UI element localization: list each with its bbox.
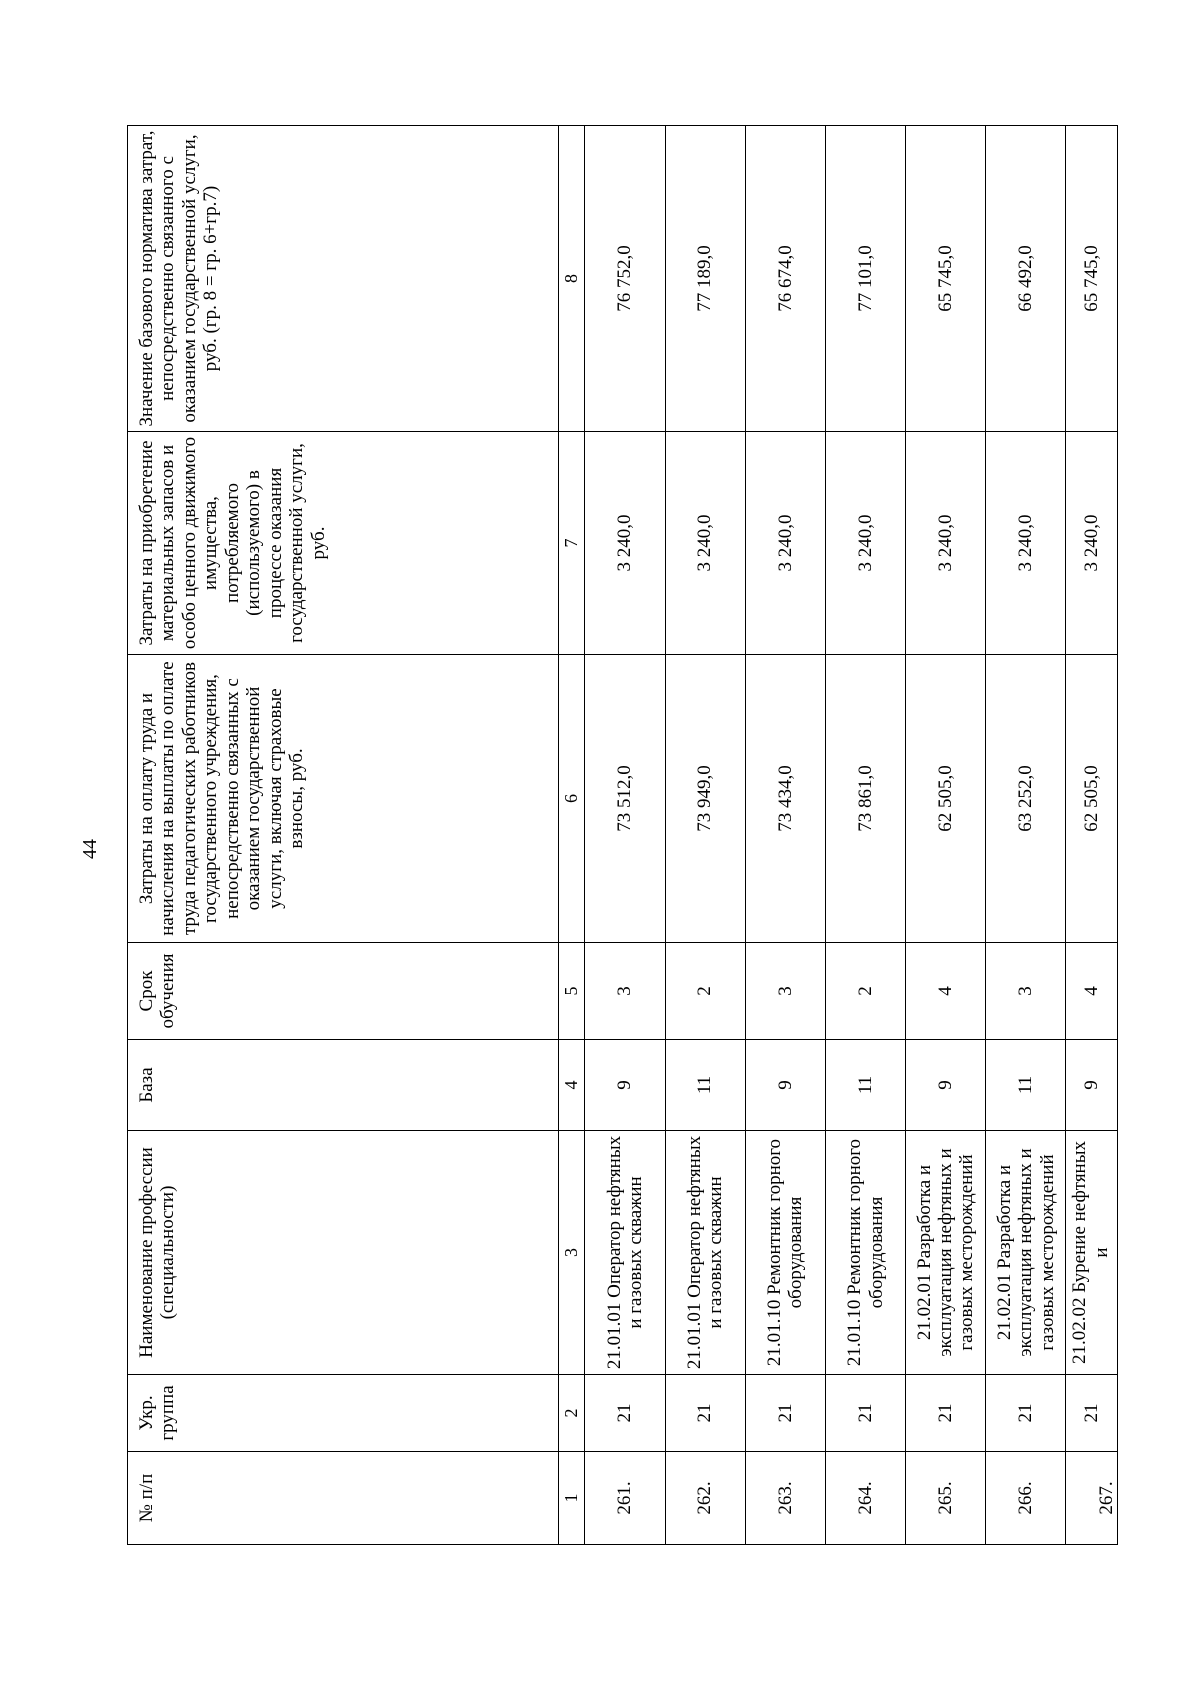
row-group: 21: [745, 1375, 825, 1452]
header-material-costs: Затраты на приобретение материальных запасов и особо ценного движимого имущества, потребляемого (используемого) в процессе оказания государственной услуги, руб.: [128, 432, 559, 655]
row-base-normative: 76 674,0: [745, 126, 825, 432]
row-number: 267.: [1066, 1452, 1118, 1545]
row-duration: 2: [665, 943, 745, 1040]
row-base: 11: [986, 1040, 1066, 1131]
column-number: 4: [558, 1040, 585, 1131]
table-row: [585, 126, 665, 1545]
row-base: 11: [665, 1040, 745, 1131]
row-material-costs: 3 240,0: [585, 432, 665, 655]
page-number: 44: [79, 839, 101, 859]
table-row: [825, 126, 905, 1545]
row-profession-name: 21.02.01 Разработка и эксплуатация нефтяных и газовых месторождений: [906, 1131, 986, 1375]
row-base-normative: 65 745,0: [1066, 126, 1118, 432]
row-material-costs: 3 240,0: [745, 432, 825, 655]
row-base: 9: [1066, 1040, 1118, 1131]
row-duration: 4: [906, 943, 986, 1040]
row-material-costs: 3 240,0: [1066, 432, 1118, 655]
row-labor-costs: 73 861,0: [825, 655, 905, 943]
table-row: [906, 126, 986, 1545]
table-row: [665, 126, 745, 1545]
header-group: Укр. группа: [128, 1375, 559, 1452]
row-base-normative: 77 101,0: [825, 126, 905, 432]
row-material-costs: 3 240,0: [825, 432, 905, 655]
table-row: [986, 126, 1066, 1545]
column-number: 8: [558, 126, 585, 432]
row-labor-costs: 73 512,0: [585, 655, 665, 943]
row-duration: 3: [986, 943, 1066, 1040]
row-material-costs: 3 240,0: [986, 432, 1066, 655]
header-base-normative: Значение базового норматива затрат, непосредственно связанного с оказанием государственной услуги, руб. (гр. 8 = гр. 6+гр.7): [128, 126, 559, 432]
column-number: 1: [558, 1452, 585, 1545]
column-number: 3: [558, 1131, 585, 1375]
row-profession-name: 21.01.01 Оператор нефтяных и газовых скважин: [665, 1131, 745, 1375]
table-row: [1066, 126, 1118, 1545]
column-number: 6: [558, 655, 585, 943]
row-duration: 2: [825, 943, 905, 1040]
row-group: 21: [986, 1375, 1066, 1452]
row-group: 21: [825, 1375, 905, 1452]
row-number: 261.: [585, 1452, 665, 1545]
header-base: База: [128, 1040, 559, 1131]
header-duration: Срок обучения: [128, 943, 559, 1040]
row-labor-costs: 62 505,0: [1066, 655, 1118, 943]
row-group: 21: [906, 1375, 986, 1452]
row-base: 11: [825, 1040, 905, 1131]
row-base-normative: 77 189,0: [665, 126, 745, 432]
row-number: 262.: [665, 1452, 745, 1545]
row-base-normative: 65 745,0: [906, 126, 986, 432]
table-header-row: [128, 126, 559, 1545]
header-labor-costs: Затраты на оплату труда и начисления на выплаты по оплате труда педагогических работников государственного учреждения, непосредственно связанных с оказанием государственной услуги, включая страховые взносы, руб.: [128, 655, 559, 943]
row-group: 21: [585, 1375, 665, 1452]
row-profession-name: 21.02.02 Бурение нефтяных и: [1066, 1131, 1118, 1375]
row-material-costs: 3 240,0: [906, 432, 986, 655]
row-number: 266.: [986, 1452, 1066, 1545]
row-labor-costs: 73 434,0: [745, 655, 825, 943]
row-profession-name: 21.02.01 Разработка и эксплуатация нефтяных и газовых месторождений: [986, 1131, 1066, 1375]
row-duration: 3: [745, 943, 825, 1040]
row-base: 9: [745, 1040, 825, 1131]
column-number: 2: [558, 1375, 585, 1452]
row-duration: 3: [585, 943, 665, 1040]
row-profession-name: 21.01.01 Оператор нефтяных и газовых скважин: [585, 1131, 665, 1375]
column-number-row: [558, 126, 585, 1545]
row-profession-name: 21.01.10 Ремонтник горного оборудования: [745, 1131, 825, 1375]
row-labor-costs: 63 252,0: [986, 655, 1066, 943]
row-number: 263.: [745, 1452, 825, 1545]
column-number: 5: [558, 943, 585, 1040]
row-labor-costs: 73 949,0: [665, 655, 745, 943]
row-base: 9: [906, 1040, 986, 1131]
row-profession-name: 21.01.10 Ремонтник горного оборудования: [825, 1131, 905, 1375]
header-profession-name: Наименование профессии (специальности): [128, 1131, 559, 1375]
column-number: 7: [558, 432, 585, 655]
row-material-costs: 3 240,0: [665, 432, 745, 655]
row-labor-costs: 62 505,0: [906, 655, 986, 943]
header-row-number: № п/п: [128, 1452, 559, 1545]
row-number: 264.: [825, 1452, 905, 1545]
row-duration: 4: [1066, 943, 1118, 1040]
row-group: 21: [665, 1375, 745, 1452]
row-number: 265.: [906, 1452, 986, 1545]
row-base-normative: 76 752,0: [585, 126, 665, 432]
row-group: 21: [1066, 1375, 1118, 1452]
cost-table: [127, 125, 1118, 1545]
row-base: 9: [585, 1040, 665, 1131]
table-row: [745, 126, 825, 1545]
row-base-normative: 66 492,0: [986, 126, 1066, 432]
cost-table-frame: [127, 126, 1118, 1545]
